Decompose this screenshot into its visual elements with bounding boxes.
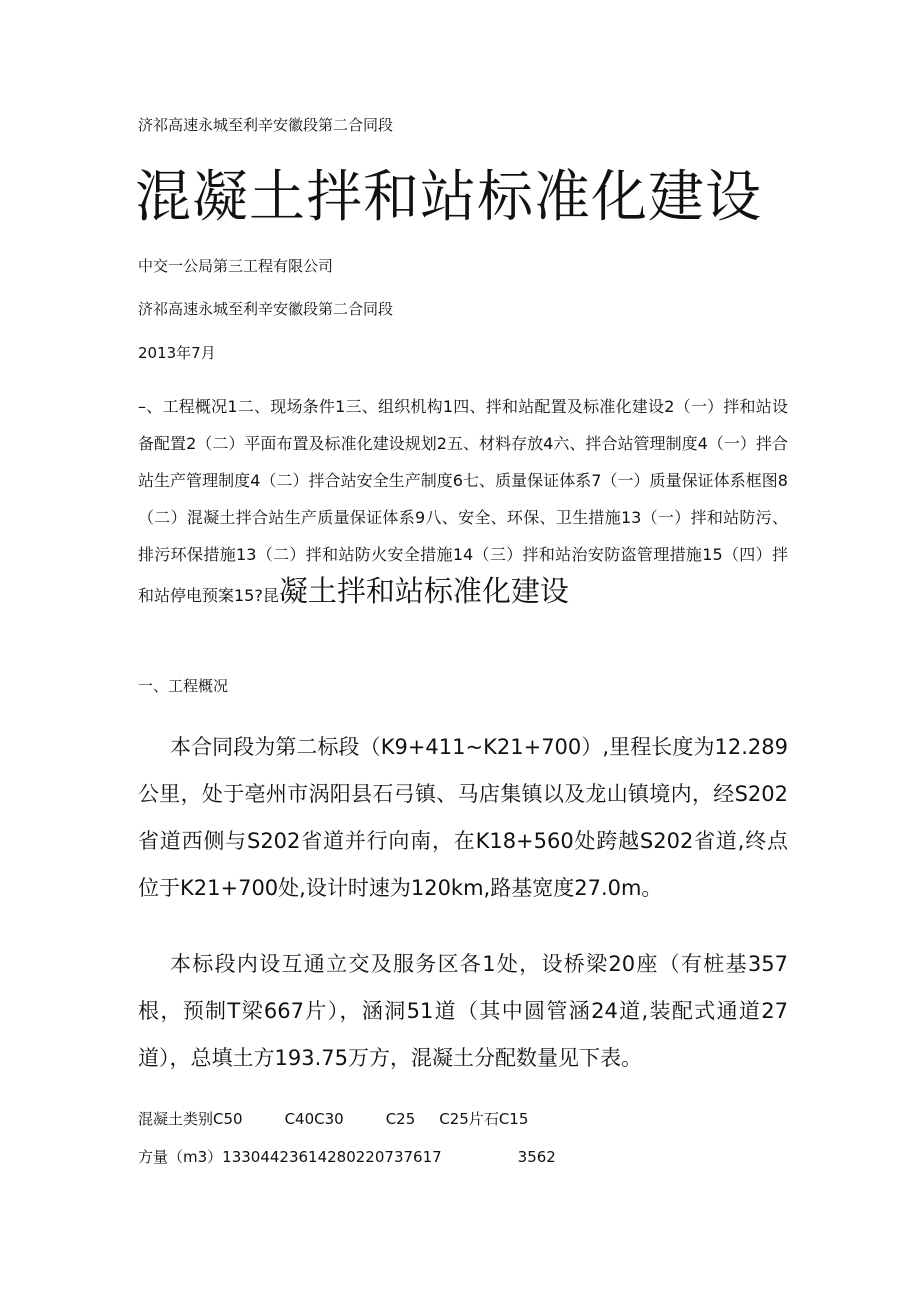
concrete-c25: C25: [385, 1110, 416, 1128]
paragraph-structure-summary: 本标段内设互通立交及服务区各1处，设桥梁20座（有桩基357根，预制T梁667片），涵洞51道（其中圆管涵24道,装配式通道27道），总填土方193.75万方，混凝土分配数量见下表。: [138, 952, 788, 1070]
concrete-c50: C50: [213, 1110, 243, 1128]
toc-text: –、工程概况1二、现场条件1三、组织机构1四、拌和站配置及标准化建设2（一）拌和站设备配置2（二）平面布置及标准化建设规划2五、材料存放4六、拌合站管理制度4（一）拌合站生产管理制度4（二）拌合站安全生产制度6七、质量保证体系7（一）质量保证体系框图8（二）混凝土拌合站生产质量保证体系9八、安全、环保、卫生措施13（一）拌和站防污、排污环保措施13（二）拌和站防火安全措施14（三）拌和站治安防盗管理措施15（四）拌和站停电预案15?昆: [138, 397, 788, 605]
contract-section: 济祁高速永城至利辛安徽段第二合同段: [138, 300, 394, 318]
volume-last-value: 3562: [517, 1148, 556, 1166]
section-title-project-overview: 一、工程概况: [138, 677, 229, 695]
company-name: 中交一公局第三工程有限公司: [138, 257, 334, 275]
header-line: 济祁高速永城至利辛安徽段第二合同段: [138, 116, 394, 134]
concrete-type-label: 混凝土类别: [138, 1110, 214, 1128]
document-date: 2013年7月: [138, 344, 216, 362]
toc-title-fragment: 凝土拌和站标准化建设: [278, 574, 569, 608]
main-title: 混凝土拌和站标准化建设: [135, 165, 762, 230]
paragraph-project-scope: 本合同段为第二标段（K9+411~K21+700）,里程长度为12.289公里，处于亳州市涡阳县石弓镇、马店集镇以及龙山镇境内，经S202省道西侧与S202省道并行向南，在K18+560处跨越S202省道,终点位于K21+700处,设计时速为120km,路基宽度27.0m。: [138, 735, 788, 900]
table-of-contents: [138, 388, 788, 614]
concrete-c40c30: C40C30: [284, 1110, 344, 1128]
volume-values-joined: 13304423614280220737617: [222, 1148, 442, 1166]
volume-label: 方量（m3）: [138, 1148, 223, 1166]
concrete-c25-stone-c15: C25片石C15: [439, 1110, 529, 1128]
volume-row: [138, 1150, 556, 1165]
concrete-type-row: [138, 1112, 528, 1127]
